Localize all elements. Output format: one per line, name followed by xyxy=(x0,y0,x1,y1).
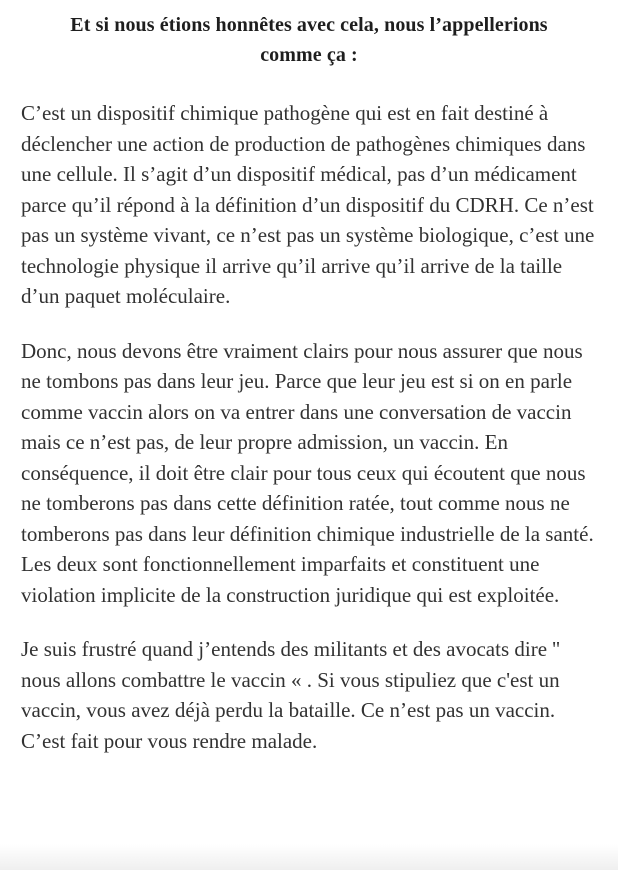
article-paragraph-1: C’est un dispositif chimique pathogène qui est en fait destiné à déclencher une action de production de pathogènes chimiques dans une cellule. Il s’agit d’un dispositif médical, pas d’un médicament parce qu’il répond à la définition d’un dispositif du CDRH. Ce n’est pas un système vivant, ce n’est pas un système biologique, c’est une technologie physique il arrive qu’il arrive qu’il arrive de la taille d’un paquet moléculaire. xyxy=(21,101,595,308)
article-paragraph-3: Je suis frustré quand j’entends des militants et des avocats dire '' nous allons combattre le vaccin « . Si vous stipuliez que c'est un vaccin, vous avez déjà perdu la bataille. Ce n’est pas un vaccin. C’est fait pour vous rendre malade. xyxy=(21,637,560,753)
article-paragraph-2: Donc, nous devons être vraiment clairs pour nous assurer que nous ne tombons pas dans leur jeu. Parce que leur jeu est si on en parle comme vaccin alors on va entrer dans une conversation de vaccin mais ce n’est pas, de leur propre admission, un vaccin. En conséquence, il doit être clair pour tous ceux qui écoutent que nous ne tomberons pas dans cette définition ratée, tout comme nous ne tomberons pas dans leur définition chimique industrielle de la santé. Les deux sont fonctionnellement imparfaits et constituent une violation implicite de la construction juridique qui est exploitée. xyxy=(21,338,594,607)
article-heading: Et si nous étions honnêtes avec cela, nous l’appellerions comme ça : xyxy=(70,14,548,66)
page-bottom-fade xyxy=(0,844,618,870)
